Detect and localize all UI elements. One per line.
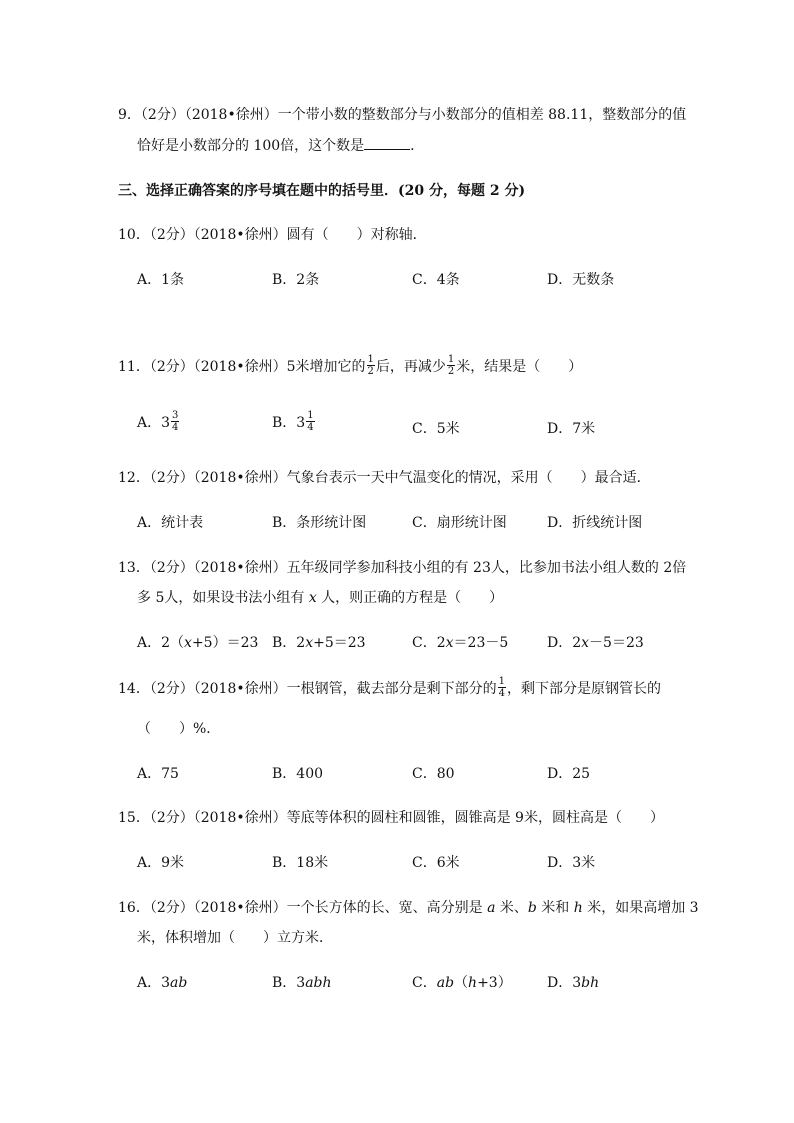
q13-line1: 13．（2分）（2018•徐州）五年级同学参加科技小组的有 23人，比参加书法小组人数的 2倍	[118, 560, 687, 576]
answer-blank[interactable]	[364, 137, 410, 150]
q9-line2: 恰好是小数部分的 100倍，这个数是 ．	[137, 138, 425, 154]
q10-option-c[interactable]: C．4条	[412, 272, 460, 288]
q14-line1: 14．（2分）（2018•徐州）一根钢管，截去部分是剩下部分的 $\frac{1}{4}$ ，剩下部分是原钢管长的	[118, 676, 661, 699]
q10-text: 10．（2分）（2018•徐州）圆有（ ）对称轴．	[118, 227, 427, 243]
q12-option-b[interactable]: B．条形统计图	[272, 515, 367, 531]
q13-line2: 多 5人，如果设书法小组有 x 人，则正确的方程是（ ）	[137, 590, 504, 606]
q12-option-a[interactable]: A．统计表	[137, 515, 204, 531]
q14-line2: （ ）%．	[137, 721, 221, 737]
q13-option-c[interactable]: C．2x＝23－5	[412, 635, 509, 651]
fraction-one-half: $\frac{1}{2}$	[367, 354, 374, 377]
q13-option-b[interactable]: B．2x+5＝23	[272, 635, 366, 651]
q16-line2: 米，体积增加（ ）立方米．	[137, 930, 333, 946]
q11-option-c[interactable]: C．5米	[412, 421, 460, 437]
q15-option-b[interactable]: B．18米	[272, 855, 329, 871]
q10-option-a[interactable]: A．1条	[137, 272, 185, 288]
q14-option-d[interactable]: D．25	[547, 766, 591, 782]
fraction-one-quarter: $\frac{1}{4}$	[498, 676, 505, 699]
q15-option-d[interactable]: D．3米	[547, 855, 596, 871]
q14-option-c[interactable]: C．80	[412, 766, 455, 782]
q11-option-b[interactable]: B．3 $\frac{1}{4}$	[272, 410, 314, 433]
q16-option-b[interactable]: B．3abh	[272, 975, 332, 991]
q15-option-c[interactable]: C．6米	[412, 855, 460, 871]
q16-option-d[interactable]: D．3bh	[547, 975, 600, 991]
section-3-heading: 三、选择正确答案的序号填在题中的括号里．(20 分，每题 2 分)	[118, 183, 526, 199]
q12-text: 12．（2分）（2018•徐州）气象台表示一天中气温变化的情况，采用（ ）最合适．	[118, 470, 651, 486]
q11-option-a[interactable]: A．3 $\frac{3}{4}$	[137, 410, 179, 433]
q13-option-a[interactable]: A．2（x+5）＝23	[137, 635, 259, 651]
q10-option-d[interactable]: D．无数条	[547, 272, 615, 288]
q15-text: 15．（2分）（2018•徐州）等底等体积的圆柱和圆锥，圆锥高是 9米，圆柱高是（ ）	[118, 810, 664, 826]
q14-option-a[interactable]: A．75	[137, 766, 179, 782]
q16-option-c[interactable]: C．ab（h+3）	[412, 975, 512, 991]
q10-option-b[interactable]: B．2条	[272, 272, 320, 288]
q16-line1: 16．（2分）（2018•徐州）一个长方体的长、宽、高分别是 a 米、b 米和 h 米，如果高增加 3	[118, 900, 699, 916]
q9-line1: 9．（2分）（2018•徐州）一个带小数的整数部分与小数部分的值相差 88.11，整数部分的值	[118, 107, 687, 123]
q14-option-b[interactable]: B．400	[272, 766, 324, 782]
q11-option-d[interactable]: D．7米	[547, 421, 596, 437]
fraction-one-half: $\frac{1}{2}$	[447, 354, 455, 377]
q11-text: 11．（2分）（2018•徐州）5米增加它的 $\frac{1}{2}$ 后，再减少 $\frac{1}{2}$ 米，结果是（ ）	[118, 354, 583, 377]
q15-option-a[interactable]: A．9米	[137, 855, 185, 871]
q13-option-d[interactable]: D．2x－5＝23	[547, 635, 644, 651]
q16-option-a[interactable]: A．3ab	[137, 975, 188, 991]
q12-option-c[interactable]: C．扇形统计图	[412, 515, 507, 531]
q12-option-d[interactable]: D．折线统计图	[547, 515, 643, 531]
